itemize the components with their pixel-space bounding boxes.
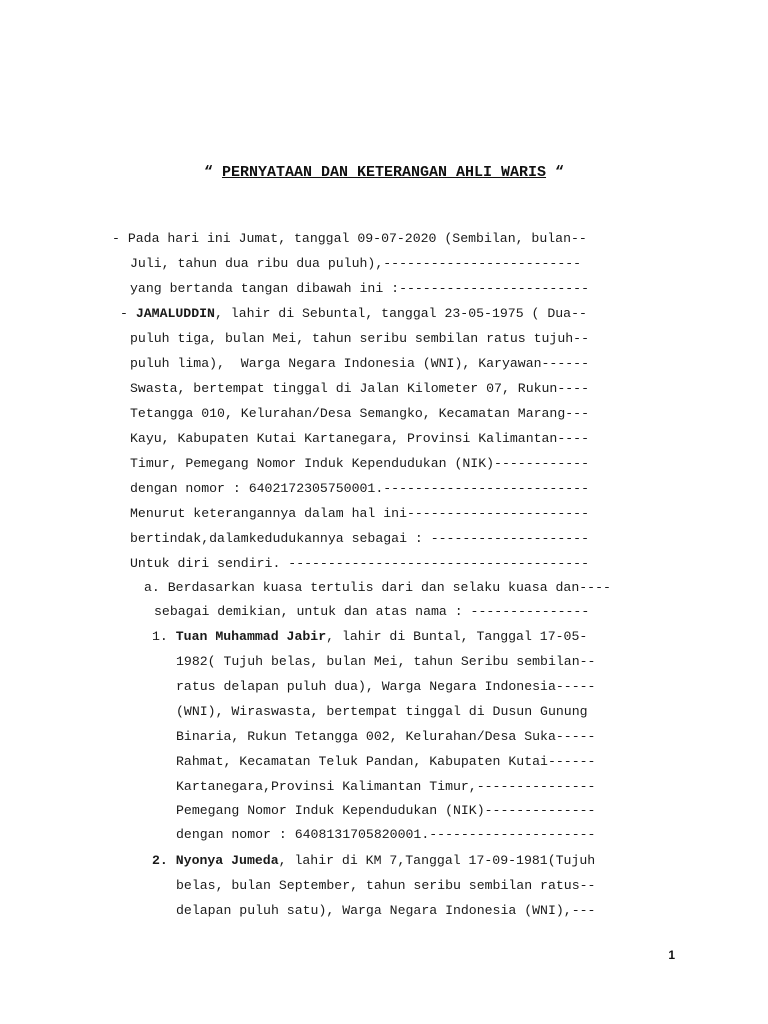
text-line: - JAMALUDDIN, lahir di Sebuntal, tanggal 23-05-1975 ( Dua-- bbox=[120, 306, 587, 321]
text-line: Kartanegara,Provinsi Kalimantan Timur,--------------- bbox=[176, 779, 596, 794]
title-text: PERNYATAAN DAN KETERANGAN AHLI WARIS bbox=[221, 164, 547, 181]
text-line: Menurut keterangannya dalam hal ini----------------------- bbox=[130, 506, 589, 521]
text-line: Untuk diri sendiri. -------------------------------------- bbox=[130, 556, 589, 571]
text-line: a. Berdasarkan kuasa tertulis dari dan selaku kuasa dan---- bbox=[144, 580, 611, 595]
page-number: 1 bbox=[668, 948, 675, 962]
text-line: sebagai demikian, untuk dan atas nama : --------------- bbox=[154, 604, 590, 619]
text-line: belas, bulan September, tahun seribu sembilan ratus-- bbox=[176, 878, 596, 893]
text-line: delapan puluh satu), Warga Negara Indonesia (WNI),--- bbox=[176, 903, 596, 918]
text-line: 1982( Tujuh belas, bulan Mei, tahun Seribu sembilan-- bbox=[176, 654, 596, 669]
text-line: bertindak,dalamkedudukannya sebagai : -------------------- bbox=[130, 531, 589, 546]
text-line: Juli, tahun dua ribu dua puluh),------------------------- bbox=[130, 256, 582, 271]
text-line: yang bertanda tangan dibawah ini :------------------------ bbox=[130, 281, 589, 296]
person-name: JAMALUDDIN bbox=[135, 306, 215, 321]
title-close-quote: “ bbox=[546, 164, 565, 181]
text-line: dengan nomor : 6408131705820001.--------------------- bbox=[176, 827, 596, 842]
text-line: Pemegang Nomor Induk Kependudukan (NIK)-------------- bbox=[176, 803, 596, 818]
document-title bbox=[0, 164, 768, 181]
text-line: Kayu, Kabupaten Kutai Kartanegara, Provinsi Kalimantan---- bbox=[130, 431, 589, 446]
person-name: Tuan Muhammad Jabir bbox=[175, 629, 327, 644]
text-line: (WNI), Wiraswasta, bertempat tinggal di Dusun Gunung bbox=[176, 704, 588, 719]
text-line: Swasta, bertempat tinggal di Jalan Kilometer 07, Rukun---- bbox=[130, 381, 589, 396]
text-line: dengan nomor : 6402172305750001.-------------------------- bbox=[130, 481, 589, 496]
text-line: ratus delapan puluh dua), Warga Negara Indonesia----- bbox=[176, 679, 596, 694]
text-line: puluh lima), Warga Negara Indonesia (WNI), Karyawan------ bbox=[130, 356, 589, 371]
text-line: Rahmat, Kecamatan Teluk Pandan, Kabupaten Kutai------ bbox=[176, 754, 596, 769]
text-line: 1. Tuan Muhammad Jabir, lahir di Buntal, Tanggal 17-05- bbox=[152, 629, 588, 644]
text-line: 2. Nyonya Jumeda, lahir di KM 7,Tanggal 17-09-1981(Tujuh bbox=[152, 853, 596, 868]
text-line: - Pada hari ini Jumat, tanggal 09-07-2020 (Sembilan, bulan-- bbox=[112, 231, 587, 246]
text-line: Binaria, Rukun Tetangga 002, Kelurahan/Desa Suka----- bbox=[176, 729, 596, 744]
text-line: Timur, Pemegang Nomor Induk Kependudukan (NIK)------------ bbox=[130, 456, 589, 471]
text-line: puluh tiga, bulan Mei, tahun seribu sembilan ratus tujuh-- bbox=[130, 331, 589, 346]
title-open-quote: “ bbox=[203, 164, 222, 181]
text-line: Tetangga 010, Kelurahan/Desa Semangko, Kecamatan Marang--- bbox=[130, 406, 589, 421]
person-name: 2. Nyonya Jumeda bbox=[152, 853, 279, 868]
